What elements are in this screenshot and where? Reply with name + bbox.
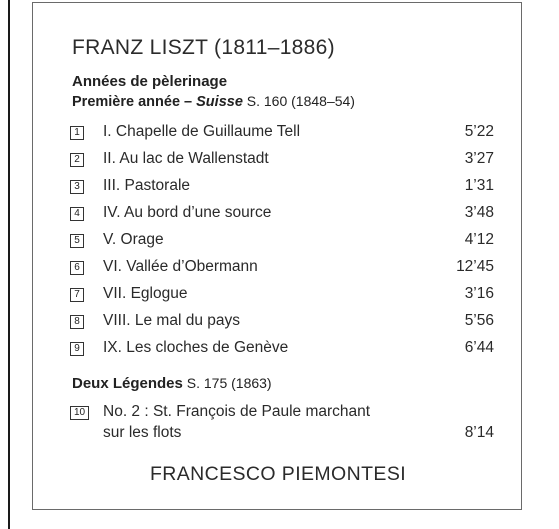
track-row <box>70 258 494 280</box>
track-title-line1: No. 2 : St. François de Paule marchant <box>103 403 371 420</box>
track-title: IV. Au bord d’une source <box>103 204 272 221</box>
track-number-box: 7 <box>70 288 84 302</box>
section2-title: Deux Légendes <box>72 375 183 392</box>
track-title: I. Chapelle de Guillaume Tell <box>103 123 301 140</box>
composer-heading: FRANZ LISZT (1811–1886) <box>72 36 335 59</box>
track-title: VIII. Le mal du pays <box>103 312 240 329</box>
track-title: III. Pastorale <box>103 177 191 194</box>
track-duration: 6’44 <box>464 339 494 356</box>
track-row <box>70 285 494 307</box>
work-catalogue: S. 160 (1848–54) <box>242 93 355 109</box>
track-duration: 3’16 <box>464 285 494 302</box>
section2-catalogue: S. 175 (1863) <box>182 375 272 391</box>
left-edge-line <box>8 0 10 529</box>
track-row <box>70 177 494 199</box>
track-number-box: 2 <box>70 153 84 167</box>
track-number-box: 10 <box>70 406 89 420</box>
track-duration: 4’12 <box>464 231 494 248</box>
track-duration: 3’48 <box>464 204 494 221</box>
track-number-box: 8 <box>70 315 84 329</box>
performer-name: FRANCESCO PIEMONTESI <box>149 463 407 485</box>
tracklist-card <box>32 2 522 510</box>
track-number-box: 9 <box>70 342 84 356</box>
work-subtitle-part2: Suisse <box>196 94 243 110</box>
track-duration: 5’22 <box>464 123 494 140</box>
track-duration: 1’31 <box>464 177 494 194</box>
work-title: Années de pèlerinage <box>72 73 228 90</box>
track-title: VI. Vallée d’Obermann <box>103 258 258 275</box>
track-row <box>70 403 494 447</box>
track-number-box: 5 <box>70 234 84 248</box>
track-duration: 3’27 <box>464 150 494 167</box>
track-number-box: 3 <box>70 180 84 194</box>
track-title: IX. Les cloches de Genève <box>103 339 289 356</box>
track-number-box: 6 <box>70 261 84 275</box>
track-row <box>70 150 494 172</box>
track-row <box>70 312 494 334</box>
track-row <box>70 339 494 361</box>
track-number-box: 4 <box>70 207 84 221</box>
track-row <box>70 231 494 253</box>
work-subtitle-part1: Première année – <box>72 94 197 110</box>
track-row <box>70 204 494 226</box>
track-title: II. Au lac de Wallenstadt <box>103 150 269 167</box>
track-duration: 12’45 <box>456 258 494 275</box>
track-number-box: 1 <box>70 126 84 140</box>
section-heading-deux-legendes <box>72 375 272 392</box>
track-title: VII. Eglogue <box>103 285 188 302</box>
track-duration: 8’14 <box>464 424 494 441</box>
track-duration: 5’56 <box>464 312 494 329</box>
track-title-line2: sur les flots <box>103 424 182 441</box>
track-title: V. Orage <box>103 231 164 248</box>
track-row <box>70 123 494 145</box>
work-subtitle <box>72 93 355 110</box>
